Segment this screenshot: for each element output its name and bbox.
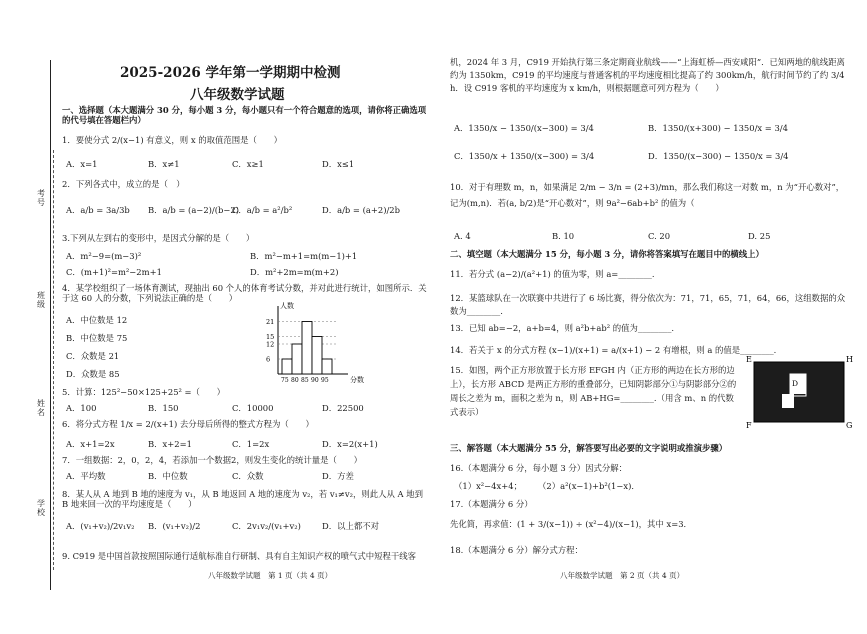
q8-option-b: B．(v₁+v₂)/2 [148, 521, 201, 531]
x-tick-label: 85 [301, 377, 309, 384]
q6-option-a: A．x+1=2x [66, 439, 115, 449]
q10-option-b: B. 10 [552, 231, 575, 241]
q6-option-c: C．1=2x [232, 439, 270, 449]
page-2-footer: 八年级数学试题 第 2 页（共 4 页） [560, 571, 685, 580]
exam-title: 2025-2026 学年第一学期期中检测 [120, 65, 341, 81]
question-7: 7．一组数据：2，0，2，4，若添加一个数据2，则发生变化的统计量是（ ） [62, 455, 362, 465]
q10-option-c: C. 20 [648, 231, 671, 241]
school-label: 学校 [37, 499, 45, 517]
section-1-heading: 一、选择题（本大题满分 30 分，每小题 3 分，每小题只有一个符合题意的选项，请你将正确选项的代号填在答题栏内） [62, 105, 427, 125]
question-1: 1．要使分式 2/(x−1) 有意义，则 x 的取值范围是（ ） [62, 135, 282, 145]
label-d: D [792, 379, 799, 388]
q4-option-c: C．众数是 21 [66, 351, 120, 361]
question-9-continued: 机，2024 年 3 月，C919 开始执行第三条定期商业航线——“上海虹桥—西安咸阳”．已知两地的航线距离约为 1350km，C919 的平均速度与普通客机的平均速度相比提高了约 300km/h，航行时间节约了约 3/4 h．设 C919 客机的平均速度为 x km/h，则根据题意可列方程为（ ） [450, 57, 845, 94]
class-label: 班级 [37, 291, 45, 309]
bar-80 [292, 344, 302, 374]
label-g: G [846, 421, 853, 430]
q8-option-d: D．以上都不对 [322, 521, 379, 531]
q7-option-b: B．中位数 [148, 471, 188, 481]
question-6: 6．将分式方程 1/x = 2/(x+1) 去分母后所得的整式方程为（ ） [62, 419, 314, 429]
q5-option-c: C．10000 [232, 403, 274, 413]
q2-option-a: A．a/b = 3a/3b [66, 205, 130, 215]
q6-option-b: B．x+2=1 [148, 439, 192, 449]
q4-bar-chart [260, 298, 380, 388]
q3-option-a: A．m²−9=(m−3)² [66, 251, 142, 261]
q1-option-d: D．x≤1 [322, 159, 355, 169]
question-16: 16.（本题满分 6 分，每小题 3 分）因式分解： [450, 463, 627, 473]
bar-90 [312, 337, 322, 375]
page-2 [448, 0, 858, 634]
section-3-heading: 三、解答题（本大题满分 55 分，解答要写出必要的文字说明或推演步骤） [450, 443, 728, 453]
q4-option-b: B．中位数是 75 [66, 333, 128, 343]
question-17-body: 先化简，再求值：(1 + 3/(x−1)) ÷ (x²−4)/(x−1)，其中 x=3． [450, 519, 692, 529]
q8-option-a: A．(v₁+v₂)/2v₁v₂ [66, 521, 135, 531]
q16-item-2: （2）a²(x−1)+b²(1−x)． [538, 481, 640, 491]
x-tick-label: 90 [311, 377, 319, 384]
question-3: 3.下列从左到右的变形中，是因式分解的是（ ） [62, 233, 255, 243]
q2-option-c: C．a/b = a²/b² [232, 205, 293, 215]
y-tick-label: 12 [266, 340, 275, 349]
q7-option-a: A．平均数 [66, 471, 106, 481]
question-9-start: 9. C919 是中国首款按照国际通行适航标准自行研制、具有自主知识产权的喷气式中短程干线客 [62, 551, 416, 561]
bar-95 [322, 359, 332, 374]
q5-option-a: A．100 [66, 403, 97, 413]
q6-option-d: D．x=2(x+1) [322, 439, 378, 449]
q3-option-b: B．m²−m+1=m(m−1)+1 [250, 251, 358, 261]
q4-option-d: D．众数是 85 [66, 369, 120, 379]
q1-option-c: C．x≥1 [232, 159, 264, 169]
question-4: 4．某学校组织了一场体育测试，现抽出 60 个人的体育考试分数，并对此进行统计，如图所示．关于这 60 人的分数，下列说法正确的是（ ） [62, 283, 427, 303]
y-tick-label: 15 [266, 333, 275, 341]
q15-rectangle-figure [744, 352, 856, 430]
exam-subtitle: 八年级数学试题 [190, 87, 285, 103]
x-tick-label: 80 [291, 377, 299, 384]
q7-option-d: D．方差 [322, 471, 354, 481]
q9-option-a: A．1350/x − 1350/(x−300) = 3/4 [454, 123, 594, 133]
binding-line [50, 60, 51, 590]
y-tick-label: 6 [266, 355, 271, 364]
q5-option-b: B．150 [148, 403, 179, 413]
q1-option-b: B．x≠1 [148, 159, 180, 169]
question-5: 5．计算：125²−50×125+25² =（ ） [62, 387, 226, 397]
q9-option-c: C．1350/x + 1350/(x−300) = 3/4 [454, 151, 595, 161]
page-1-footer: 八年级数学试题 第 1 页（共 4 页） [208, 571, 333, 580]
y-axis-label: 人数 [280, 302, 294, 310]
y-tick-label: 21 [266, 318, 275, 326]
q9-option-d: D．1350/(x−300) − 1350/x = 3/4 [648, 151, 789, 161]
question-11: 11．若分式 (a−2)/(a²+1) 的值为零，则 a=________. [450, 269, 655, 279]
x-tick-label: 75 [281, 377, 289, 384]
q8-option-c: C．2v₁v₂/(v₁+v₂) [232, 521, 301, 531]
q16-item-1: （1）x²−4x+4； [454, 481, 522, 491]
page-1 [60, 0, 430, 634]
label-h: H [846, 355, 853, 364]
q7-option-c: C．众数 [232, 471, 264, 481]
x-axis-label: 分数 [350, 376, 364, 384]
question-10: 10．对于有理数 m，n，如果满足 2/m − 3/n = (2+3)/mn，那么我们称这一对数 m，n 为“开心数对”，记为(m,n)．若(a, b/2)是“开心数对”，则 9a²−6ab+b² 的值为（ [450, 182, 845, 208]
binding-margin [0, 0, 58, 634]
seal-dash-line [53, 150, 54, 570]
question-18: 18.（本题满分 6 分）解分式方程： [450, 545, 583, 555]
q10-option-a: A. 4 [454, 231, 471, 241]
name-label: 姓名 [37, 399, 45, 417]
x-tick-label: 95 [321, 377, 329, 384]
q3-option-d: D．m²+2m=m(m+2) [250, 267, 339, 277]
q2-option-d: D．a/b = (a+2)/2b [322, 205, 400, 215]
label-e: E [746, 355, 752, 364]
question-8: 8．某人从 A 地到 B 地的速度为 v₁，从 B 地返回 A 地的速度为 v₂，若 v₁≠v₂，则此人从 A 地到 B 地来回一次的平均速度是（ ） [62, 489, 424, 509]
q2-option-b: B．a/b = (a−2)/(b−2) [148, 205, 239, 215]
q1-option-a: A．x=1 [66, 159, 98, 169]
question-2: 2．下列各式中，成立的是（ ） [62, 179, 185, 189]
q3-option-c: C．(m+1)²=m²−2m+1 [66, 267, 162, 277]
question-14: 14．若关于 x 的分式方程 (x−1)/(x+1) = a/(x+1) − 2 有增根，则 a 的值是________. [450, 345, 777, 355]
q9-option-b: B．1350/(x+300) − 1350/x = 3/4 [648, 123, 788, 133]
exam-number-label: 考号 [37, 189, 45, 207]
question-15: 15．如图，两个正方形放置于长方形 EFGH 内（正方形的两边在长方形的边上），长方形 ABCD 是两正方形的重叠部分，已知阴影部分①与阴影部分②的周长之差为 m，面积之差为 n，则 AB+HG=________.（用含 m、n 的代数式表示） [450, 365, 737, 417]
q5-option-d: D．22500 [322, 403, 364, 413]
q10-option-d: D. 25 [748, 231, 771, 241]
question-12: 12．某篮球队在一次联赛中共进行了 6 场比赛，得分依次为：71，71，65，71，64，66，这组数据的众数为________. [450, 293, 846, 317]
bar-85 [302, 322, 312, 375]
q4-option-a: A．中位数是 12 [66, 315, 128, 325]
question-17: 17.（本题满分 6 分） [450, 499, 533, 509]
label-f: F [746, 421, 752, 430]
question-13: 13．已知 ab=−2，a+b=4，则 a²b+ab² 的值为________. [450, 323, 675, 333]
section-2-heading: 二、填空题（本大题满分 15 分，每小题 3 分，请你将答案填写在题目中的横线上） [450, 249, 764, 259]
bar-75 [282, 359, 292, 374]
